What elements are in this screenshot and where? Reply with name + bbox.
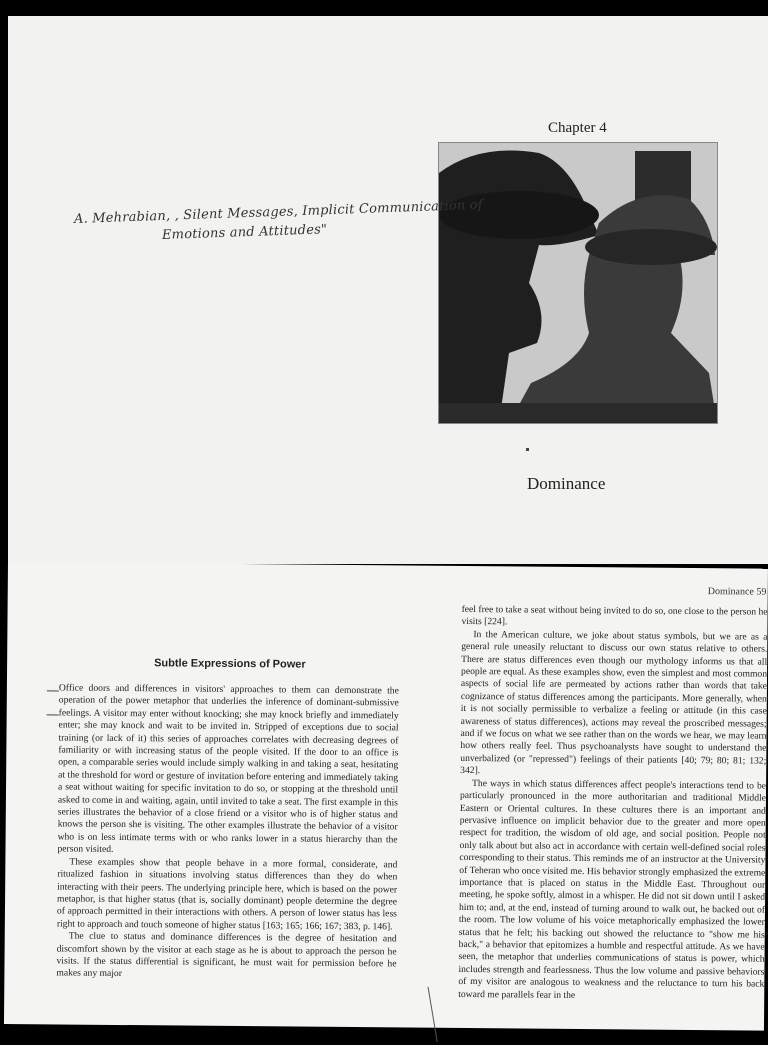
right-text-column [458,604,767,1004]
left-text-column [56,682,399,983]
paragraph: feel free to take a seat without being invited to do so, one close to the person he visits [224]. [461,603,768,628]
margin-bracket-mark [428,985,446,1042]
paragraph: In the American culture, we joke about status symbols, but we are as a general rule uneasily reluctant to discuss our own status relative to others. There are status differences even though our mythology informs us that all people are equal. As these examples show, even the simplest and most common aspects of social life are permeated by actions rather than words that take cognizance of status differences among the participants. More generally, when it is not socially permissible to verbalize a feeling or attitude (in this case awareness of status differences), actions may reveal the proscribed messages; and if we focus on what we see rather than on the words we hear, we may learn how others really feel. Thus psychoanalysts have sought to understand the unverbalized (or "repressed") feelings of their patients [40; 79; 80; 81; 132; 342]. [460,628,768,777]
chapter-label: Chapter 4 [548,120,607,136]
paragraph: The clue to status and dominance differences is the degree of hesitation and discomfort shown by the visitor at each stage as he is about to approach the person he visits. If the status differential is significant, he must wait for permission before he makes any major [56,930,397,980]
paragraph: These examples show that people behave in a more formal, considerate, and ritualized fashion in situations involving status differences than they do when interacting with their peers. The underlying principle here, which is based on the power metaphor, is that higher status (that is, socially dominant) people determine the degree of approach permitted in their interactions with others. A person of lower status has less right to approach and touch someone of higher status [163; 165; 166; 167; 383, p. 146]. [56,856,398,933]
paragraph: Office doors and differences in visitors' approaches to them can demonstrate the operation of the power metaphor that underlies the inference of dominant-submissive feelings. A visitor may enter without knocking; she may knock briefly and immediately enter; she may knock and wait to be invited in. Stripped of exceptions due to social training (or lack of it) this series of approaches correlates with decreasing degrees of familiarity or with increasing status of the people visited. If the door to an office is open, a comparable series would include simply walking in and taking a seat, hesitating at the threshold for word or gesture of invitation before entering and immediately taking a seat without waiting for specific invitation to do so, or stopping at the threshold until asked to come in and waiting, again, until invited to take a seat. The first example in this series illustrates the behavior of a close friend or a visitor who is of higher status and knows the person she is visiting. The other examples illustrate the behavior of a visitor who is on less intimate terms with or who ranks lower in a status hierarchy than the person visited. [57,682,399,856]
lower-scanned-page [4,562,768,1031]
margin-pen-mark [47,690,59,691]
margin-pen-mark [47,714,59,715]
paragraph: The ways in which status differences affect people's interactions tend to be particularly pronounced in the more authoritarian and traditional Middle Eastern or Oriental cultures. In these cultures there is an important and pervasive influence on implicit behavior due to the greater and more open respect for tradition, the wisdom of old age, and social position. People not only talk about but also act in accordance with certain well-defined social roles corresponding to their status. This reminds me of an instructor at the University of Teheran who once visited me. His behavior strongly emphasized the extreme importance that is placed on status in the Middle East. Throughout our meeting, he spoke softly, almost in a whisper. He did not sit down until I asked him to; and, at the end, instead of turning around to walk out, he backed out of the room. The low volume of his voice metaphorically emphasized the lower status that he felt; his backing out showed the reluctance to "show me his back," a behavior that epitomizes a humble and respectful attitude. As we have seen, the metaphor that underlies communications of status is power, which includes strength and fearlessness. Thus the low volume and passive behaviors of my visitor are analogous to weakness and the reluctance to turn his back toward me parallels fear in the [458,777,767,1001]
chapter-photo [438,142,718,424]
chapter-title: Dominance [527,474,606,493]
handwritten-citation-line-1: A. Mehrabian, , Silent Messages, Implicit Communication of [73,197,484,227]
handwritten-citation-line-2: Emotions and Attitudes" [161,222,328,243]
soldiers-silhouette-image [439,143,717,423]
upper-scanned-page [8,16,768,564]
running-head: Dominance 59 [707,586,767,598]
dot-mark [526,448,529,451]
section-title: Subtle Expressions of Power [154,657,306,671]
